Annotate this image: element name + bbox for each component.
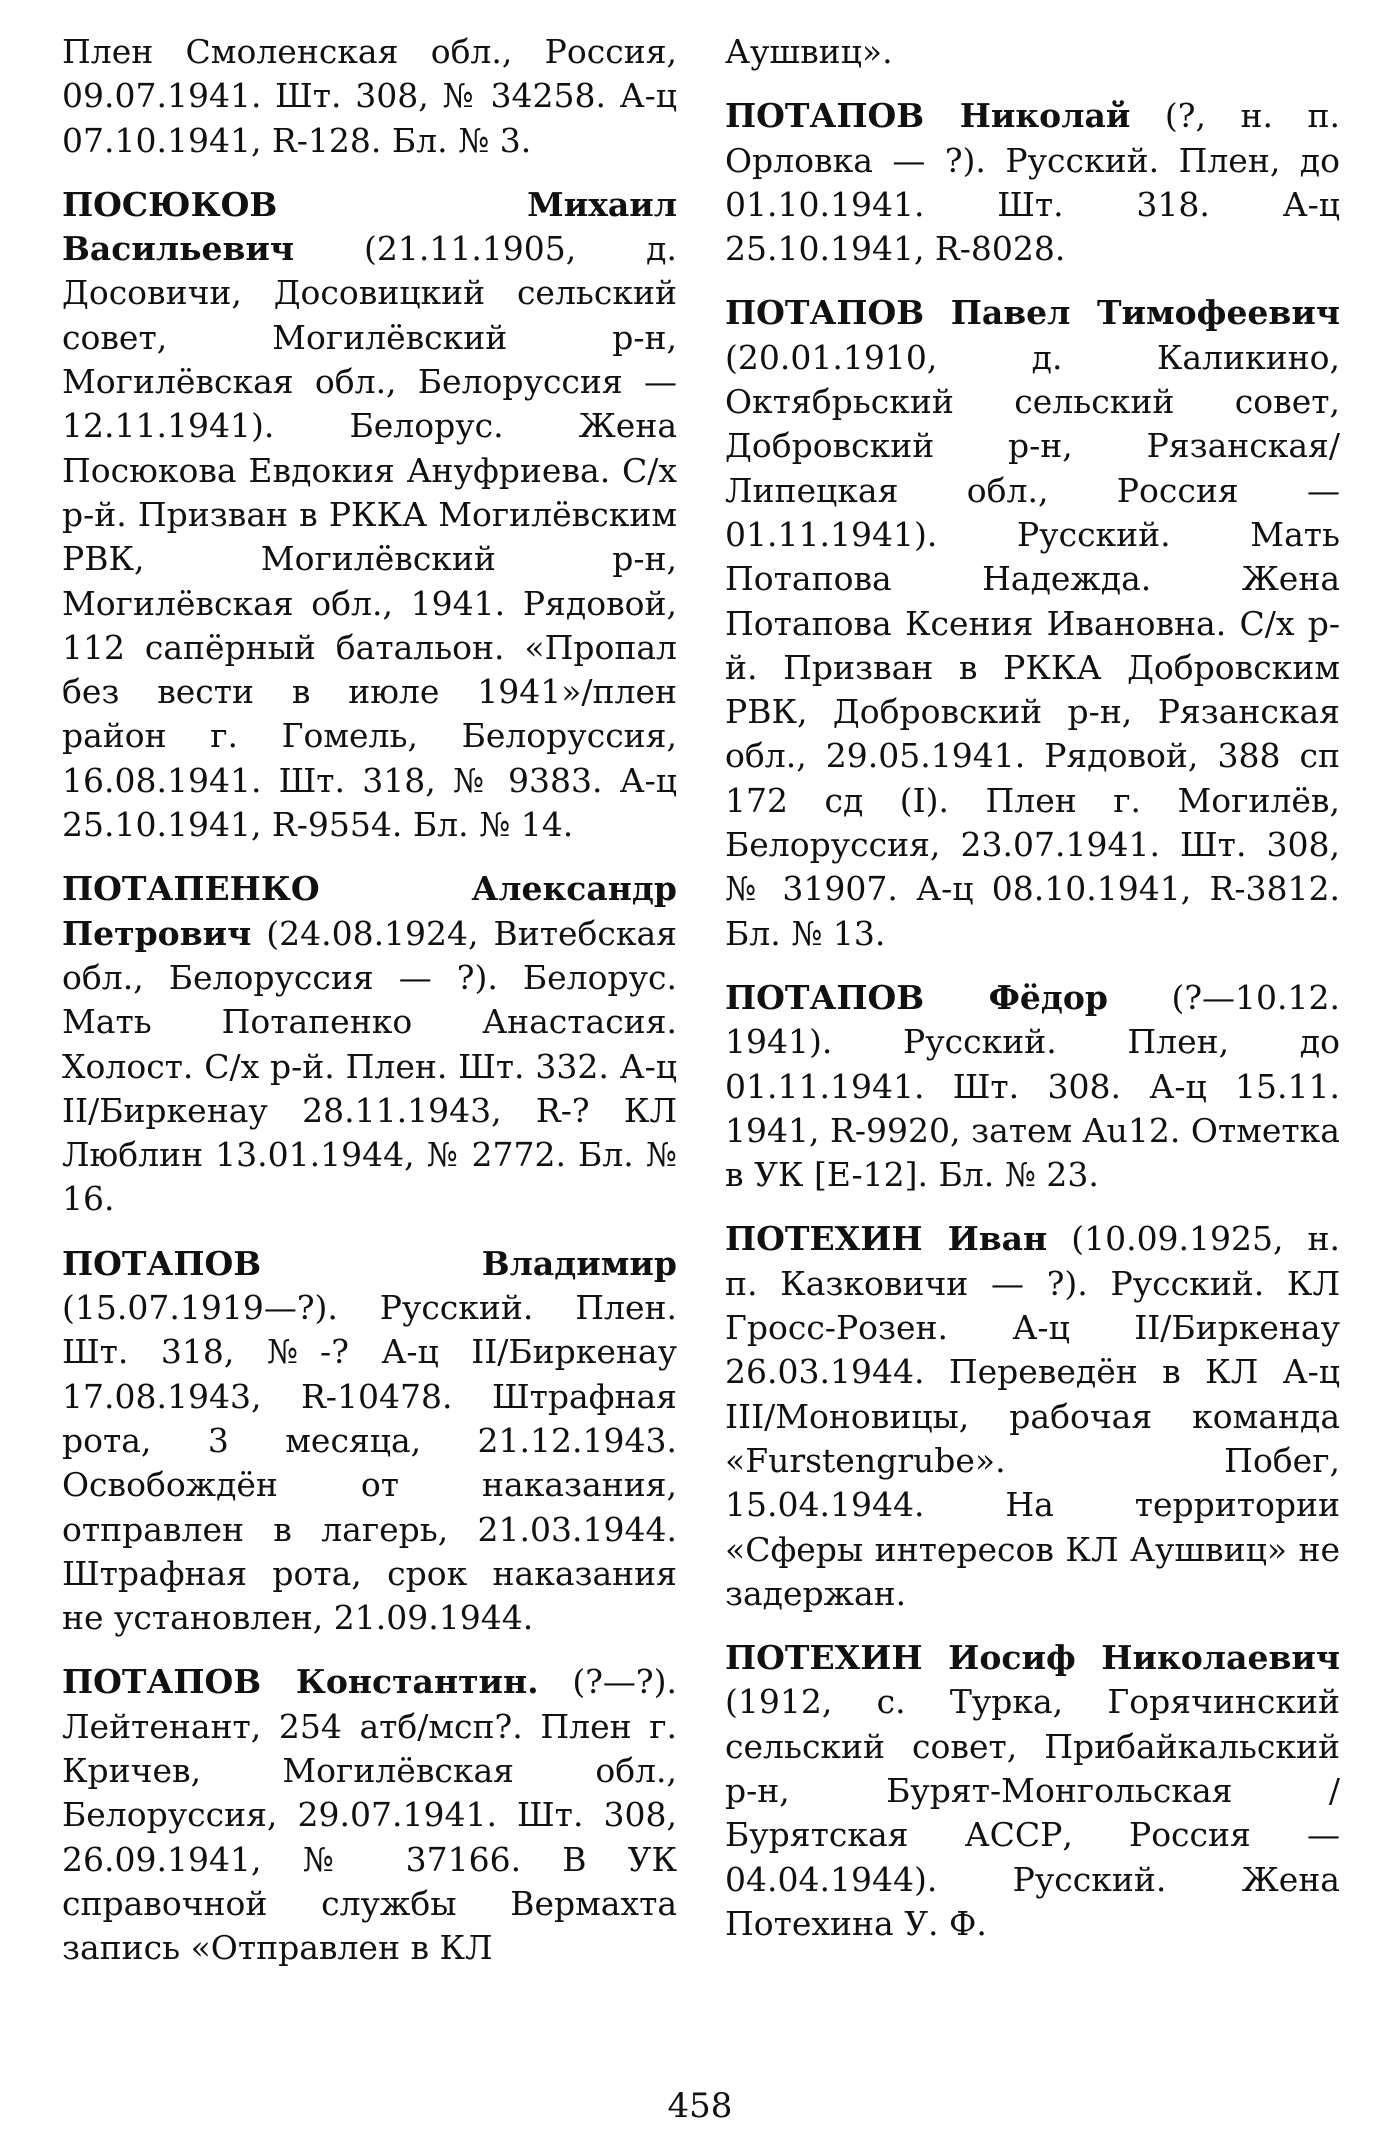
- entry-posyukov: [62, 183, 677, 847]
- entry-text: (24.08.1924, Витебская обл., Белоруссия — ?). Белорус. Мать Потапенко Анастасия. Холост. С/х р-й. Плен. Шт. 332. А-ц II/Биркенау 28.11.1943, R-? КЛ Люблин 13.01.1944, № 2772. Бл. № 16.: [62, 913, 677, 1219]
- entry-text: (?—10.12. 1941). Русский. Плен, до 01.11.1941. Шт. 308. А-ц 15.11. 1941, R-9920, затем Au12. Отметка в УК [E-12]. Бл. № 23.: [725, 977, 1340, 1195]
- entry-potekhin-ivan: [725, 1217, 1340, 1616]
- entry-potapov-nikolai: [725, 94, 1340, 271]
- entry-name: ПОТАПОВ Владимир: [62, 1243, 677, 1283]
- entry-text: (20.01.1910, д. Каликино, Октябрьский сельский совет, Добровский р-н, Рязанская/ Липецкая обл., Россия — 01.11.1941). Русский. Мать Потапова Надежда. Жена Потапова Ксения Ивановна. С/х р-й. Призван в РККА Добровским РВК, Добровский р-н, Рязанская обл., 29.05.1941. Рядовой, 388 сп 172 сд (I). Плен г. Могилёв, Белоруссия, 23.07.1941. Шт. 308, № 31907. А-ц 08.10.1941, R-3812. Бл. № 13.: [725, 337, 1340, 953]
- entry-name: ПОТАПОВ Николай: [725, 96, 1131, 136]
- entry-continuation: [62, 30, 677, 163]
- entry-name: ПОТАПОВ Константин.: [62, 1662, 539, 1702]
- entry-text: (1912, с. Турка, Горячинский сельский совет, Прибайкальский р-н, Бурят-Монгольская / Бурятская АССР, Россия — 04.04.1944). Русский. Жена Потехина У. Ф.: [725, 1682, 1340, 1943]
- entry-name: ПОТЕХИН Иосиф Николаевич: [725, 1638, 1340, 1678]
- entry-text: (?, н. п. Орловка — ?). Русский. Плен, до 01.10.1941. Шт. 318. А-ц 25.10.1941, R-8028.: [725, 96, 1340, 269]
- entry-name: ПОТАПОВ Павел Тимофеевич: [725, 293, 1340, 333]
- entry-name: ПОСЮКОВ Михаил Васильевич: [62, 184, 677, 269]
- entry-potapov-fedor: [725, 976, 1340, 1197]
- entry-potekhin-iosif: [725, 1636, 1340, 1946]
- entry-potapov-pavel: [725, 291, 1340, 955]
- entry-potapov-konstantin: [62, 1660, 677, 1970]
- entry-name: ПОТАПОВ Фёдор: [725, 977, 1108, 1017]
- entry-text: Аушвиц».: [725, 32, 893, 71]
- entry-text: Плен Смоленская обл., Россия, 09.07.1941. Шт. 308, № 34258. А-ц 07.10.1941, R-128. Бл. № 3.: [62, 32, 677, 160]
- entry-text: (10.09.1925, н. п. Казковичи — ?). Русский. КЛ Гросс-Розен. А-ц II/Биркенау 26.03.1944. Переведён в КЛ А-ц III/Моновицы, рабочая команда «Furstengrube». Побег, 15.04.1944. На территории «Сферы интересов КЛ Аушвиц» не задержан.: [725, 1219, 1340, 1613]
- entry-text: (?—?). Лейтенант, 254 атб/мсп?. Плен г. Кричев, Могилёвская обл., Белоруссия, 29.07.1941. Шт. 308, 26.09.1941, № 37166. В УК справочной службы Вермахта запись «Отправлен в КЛ: [62, 1662, 677, 1968]
- left-column: [62, 30, 677, 1990]
- page-number: 458: [667, 2086, 733, 2126]
- entry-text: (21.11.1905, д. Досовичи, Досовицкий сельский совет, Могилёвский р-н, Могилёвская обл., Белоруссия — 12.11.1941). Белорус. Жена Посюкова Евдокия Ануфриева. С/х р-й. Призван в РККА Могилёвским РВК, Могилёвский р-н, Могилёвская обл., 1941. Рядовой, 112 сапёрный батальон. «Пропал без вести в июле 1941»/плен район г. Гомель, Белоруссия, 16.08.1941. Шт. 318, № 9383. А-ц 25.10.1941, R-9554. Бл. № 14.: [62, 229, 677, 845]
- entry-potapenko: [62, 867, 677, 1221]
- entry-name: ПОТАПЕНКО Александр Петрович: [62, 869, 677, 953]
- right-column: [725, 30, 1340, 1966]
- entry-name: ПОТЕХИН Иван: [725, 1219, 1048, 1259]
- entry-potapov-vladimir: [62, 1242, 677, 1641]
- entry-continuation: [725, 30, 1340, 74]
- entry-text: (15.07.1919—?). Русский. Плен. Шт. 318, №-? А-ц II/Биркенау 17.08.1943, R-10478. Штрафная рота, 3 месяца, 21.12.1943. Освобождён от наказания, отправлен в лагерь, 21.03.1944. Штрафная рота, срок наказания не установлен, 21.09.1944.: [62, 1288, 677, 1638]
